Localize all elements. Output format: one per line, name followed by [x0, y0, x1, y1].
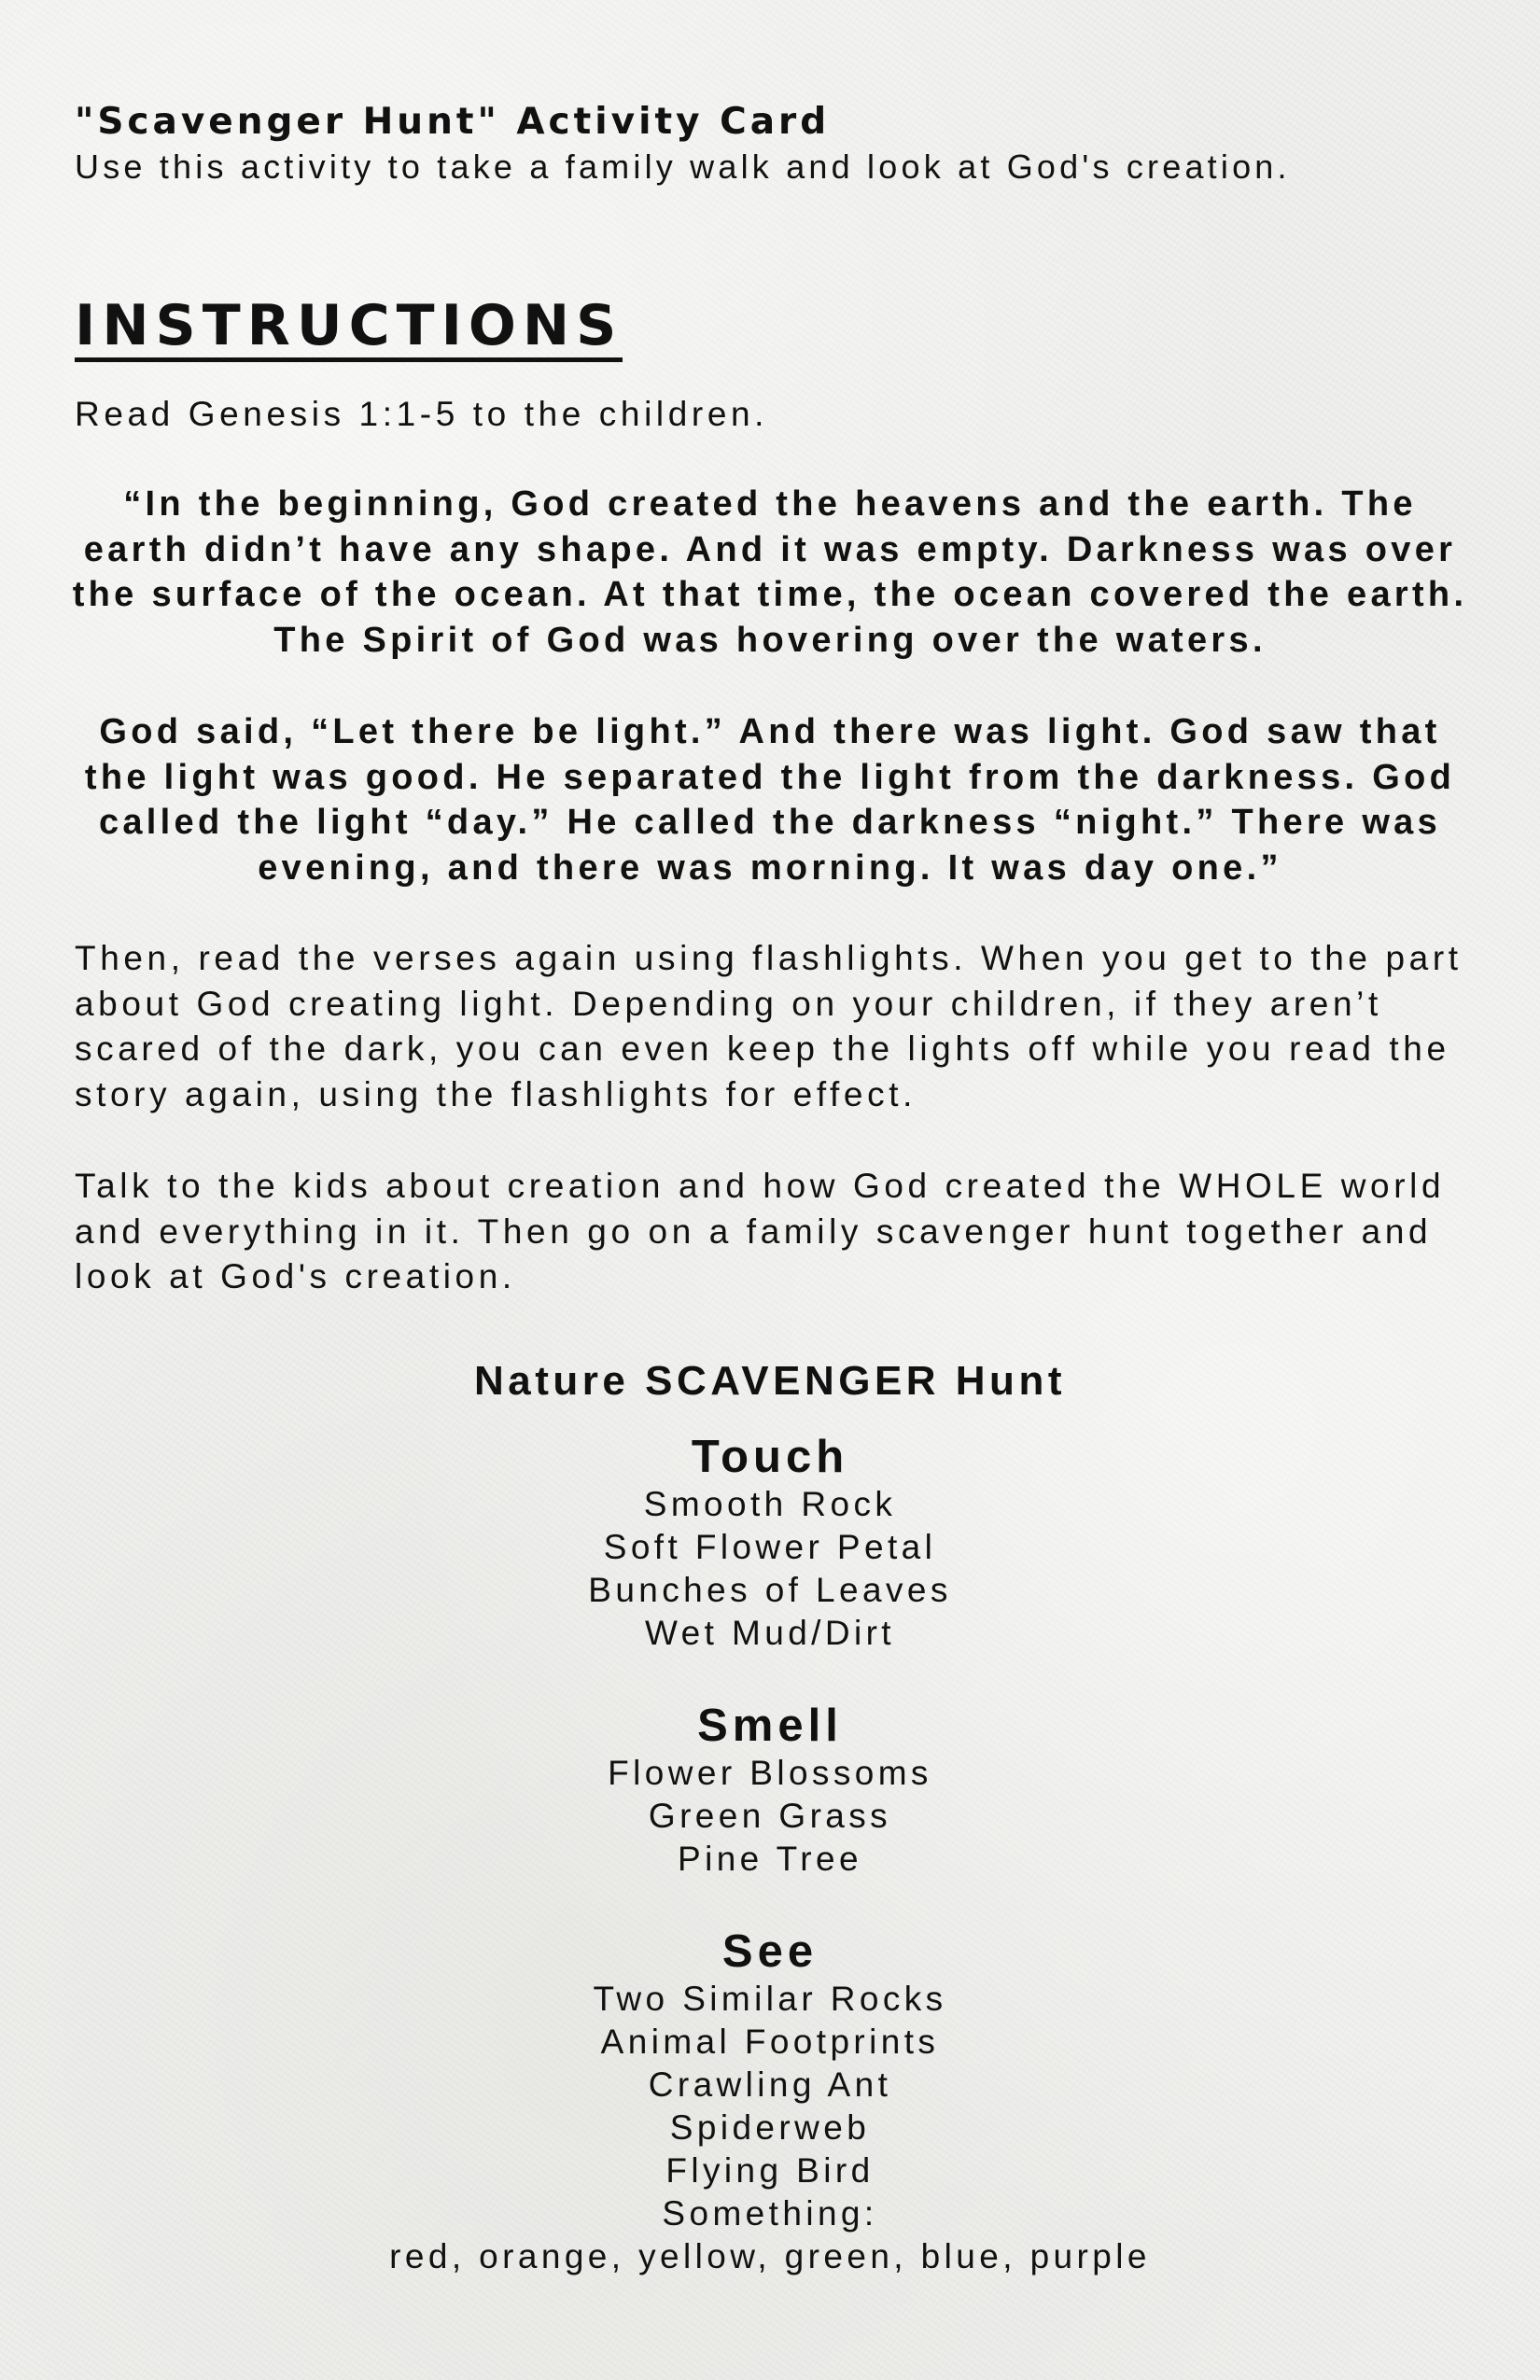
- section-heading-touch: Touch: [691, 1432, 849, 1482]
- list-item: Smooth Rock: [643, 1485, 897, 1523]
- card-title: "Scavenger Hunt" Activity Card: [75, 101, 831, 143]
- section-heading-smell: Smell: [697, 1701, 843, 1751]
- list-item: Animal Footprints: [600, 2023, 940, 2061]
- list-item: Bunches of Leaves: [588, 1571, 952, 1609]
- reading-instruction: Read Genesis 1:1-5 to the children.: [75, 395, 769, 433]
- creation-paragraph: Talk to the kids about creation and how God created the WHOLE world and everything in it. Then go on a family scavenger hunt together and look at God's creation.: [75, 1167, 1446, 1295]
- scavenger-hunt-list: [303, 1349, 1237, 2278]
- touch-list: [303, 1483, 1237, 1655]
- touch-section: [303, 1431, 1237, 1655]
- list-item: Something:: [662, 2194, 878, 2233]
- list-item: Crawling Ant: [648, 2065, 892, 2104]
- scripture-passage-1: “In the beginning, God created the heavens and the earth. The earth didn’t have any shape. And it was empty. Darkness was over the surface of the ocean. At that time, the ocean covered the earth. The Spirit of God was hovering over the waters.: [72, 484, 1468, 660]
- flashlight-paragraph: Then, read the verses again using flashlights. When you get to the part about God creating light. Depending on your children, if they aren’t scared of the dark, you can even keep the lights off while you read the story again, using the flashlights for effect.: [75, 939, 1463, 1113]
- card-subtitle: Use this activity to take a family walk and look at God's creation.: [75, 147, 1291, 186]
- smell-list: [303, 1752, 1237, 1881]
- list-item: Wet Mud/Dirt: [645, 1614, 895, 1652]
- instructions-heading: INSTRUCTIONS: [75, 297, 623, 362]
- list-item: Green Grass: [648, 1797, 892, 1835]
- scripture-passage-2: God said, “Let there be light.” And there was light. God saw that the light was good. He separated the light from the darkness. God called the light “day.” He called the darkness “night.” There was evening, and there was morning. It was day one.”: [84, 712, 1456, 888]
- list-item: Two Similar Rocks: [593, 1980, 947, 2018]
- list-item: Soft Flower Petal: [603, 1528, 937, 1566]
- list-item: red, orange, yellow, green, blue, purple: [389, 2237, 1151, 2275]
- see-list: [303, 1978, 1237, 2278]
- list-item: Spiderweb: [669, 2108, 871, 2147]
- smell-section: [303, 1700, 1237, 1881]
- list-item: Flying Bird: [665, 2151, 875, 2190]
- list-item: Flower Blossoms: [608, 1754, 932, 1792]
- section-heading-see: See: [721, 1926, 819, 1977]
- list-item: Pine Tree: [678, 1840, 862, 1878]
- see-section: [303, 1925, 1237, 2278]
- hunt-title: Nature SCAVENGER Hunt: [474, 1358, 1066, 1404]
